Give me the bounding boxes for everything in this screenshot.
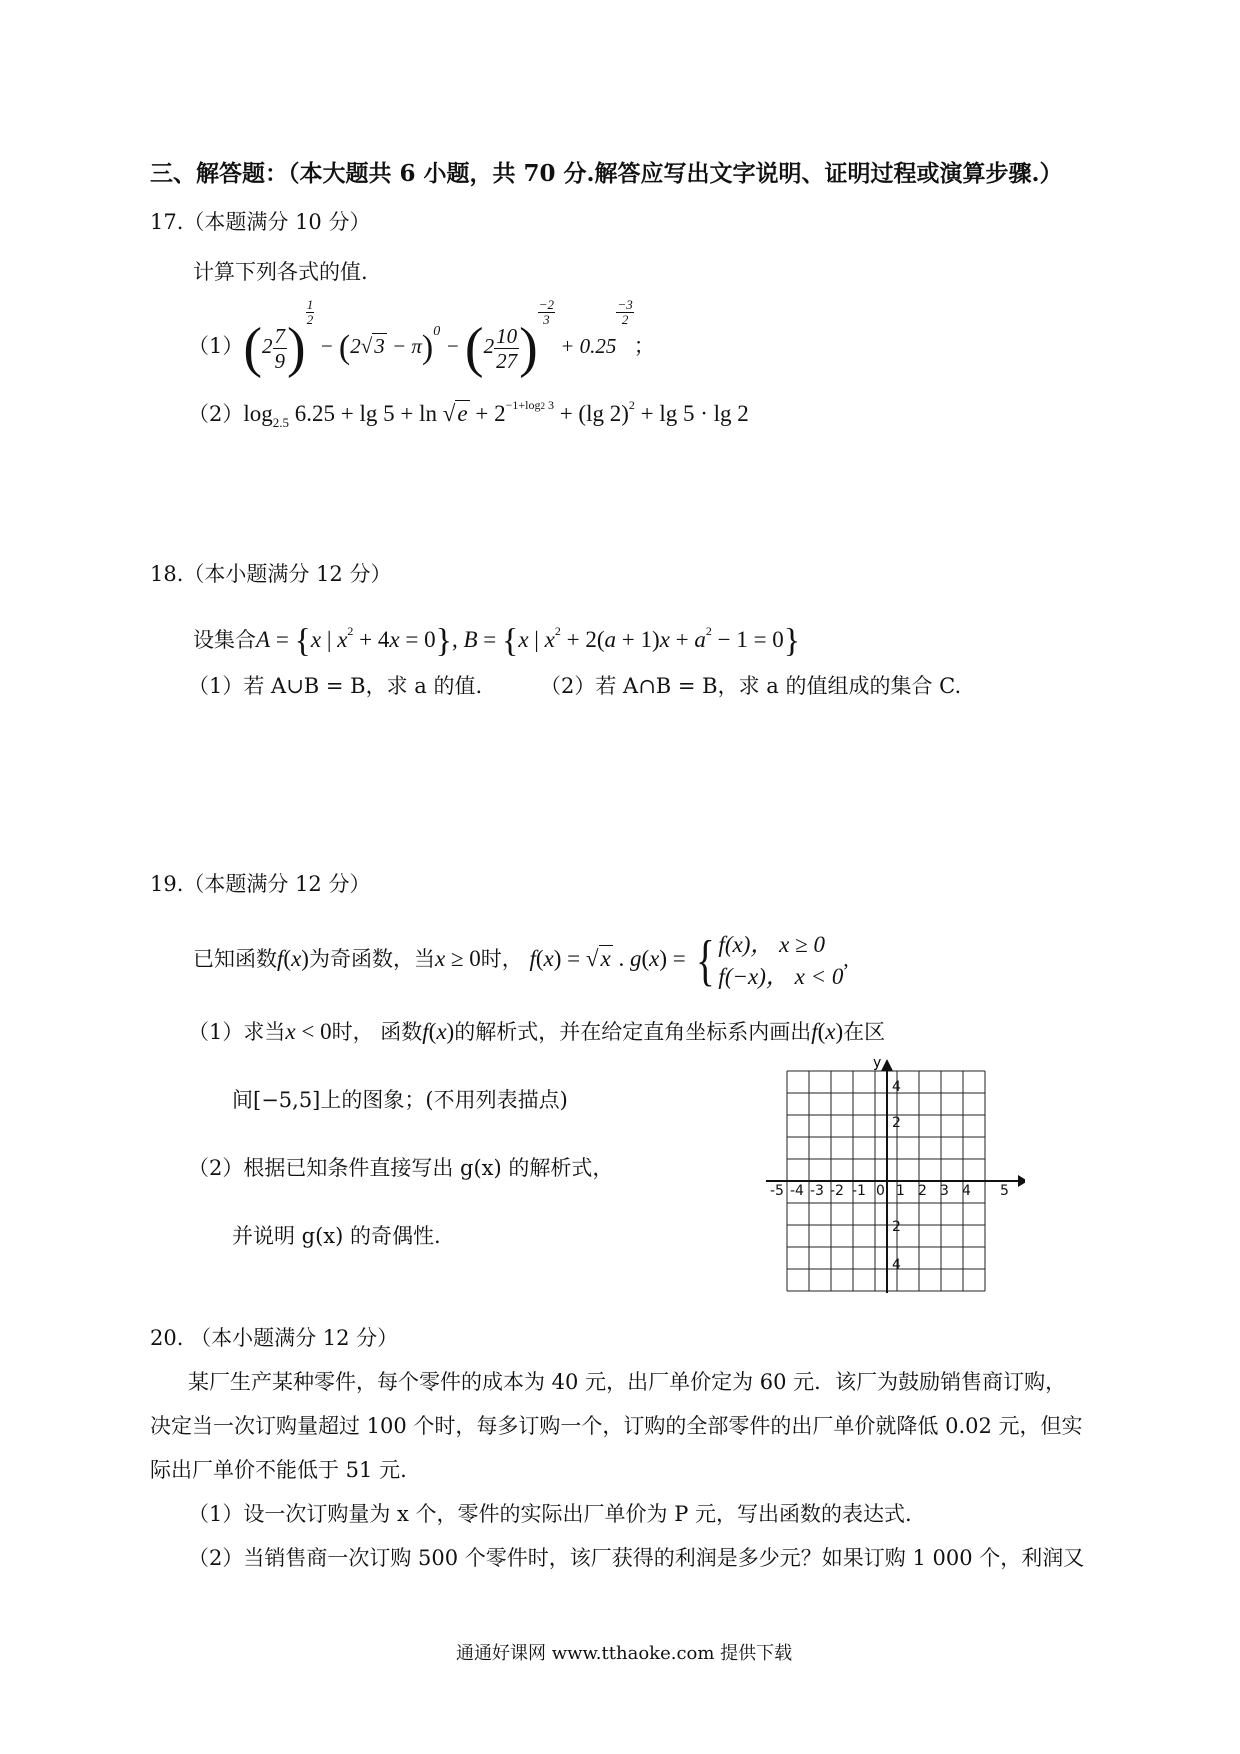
y-axis-arrow-icon [881,1059,893,1071]
q18-part1: （1）若 A∪B = B，求 a 的值. [188,674,483,698]
q20-line2: 决定当一次订购量超过 100 个时，每多订购一个，订购的全部零件的出厂单价就降低 0.02 元，但实 [150,1414,1083,1438]
x-tick-label: 0 [876,1183,885,1199]
x-tick-label: -5 [770,1183,784,1199]
q19-part2-line2: 并说明 g(x) 的奇偶性. [232,1224,441,1248]
q18-heading: 18.（本小题满分 12 分） [150,562,392,586]
q17-intro: 计算下列各式的值. [193,260,368,284]
q19-part1-d: 在区 [843,1020,886,1044]
footer-text: 通通好课网 www.tthaoke.com 提供下载 [456,1643,793,1664]
q19-part1-b: 时， 函数 [331,1020,423,1044]
x-tick-label: -1 [852,1183,866,1199]
section-title: 三、解答题：（本大题共 6 小题，共 70 分.解答应写出文字说明、证明过程或演算步骤.） [150,160,1063,187]
q19-part1-line2: 间[−5,5]上的图象；(不用列表描点) [232,1088,568,1112]
x-tick-label: 2 [918,1183,927,1199]
q17-part1-end: ； [633,334,655,358]
coordinate-grid [760,1055,1025,1305]
x-tick-label: 5 [1000,1183,1009,1199]
q20-heading: 20. （本小题满分 12 分） [150,1326,399,1350]
y-axis-label: y [873,1055,882,1071]
y-tick-label: 4 [892,1079,901,1095]
q19-heading: 19.（本题满分 12 分） [150,872,371,896]
x-axis-arrow-icon [1018,1175,1025,1187]
q19-given: 已知函数f(x)为奇函数，当x ≥ 0时， f(x) = √x . g(x) = { f(x)， x ≥ 0 f(−x)， x < 0 , [193,929,849,992]
q18-part2: （2）若 A∩B = B，求 a 的值组成的集合 C. [540,674,962,698]
x-tick-label: -4 [790,1183,804,1199]
q17-part2: $(2)\log_{2.5}$ $6.25 + \lg 5 + \ln √e + 2^{-1+log2 3} + (\lg$ 2)$^2$ + lg 5 · lg 2 [188,398,749,430]
q19-part1-c: 的解析式，并在给定直角坐标系内画出 [454,1020,812,1044]
x-tick-label: -2 [830,1183,844,1199]
q17-part2-label: （2） [188,402,244,426]
x-tick-label: 3 [940,1183,949,1199]
q18-set-definition: 设集合A = {x | $x^2 + 4x = 0$}, B = {x | $x^2 + 2(a + 1)x + a^2 - 1 = 0$} [193,622,801,660]
q19-given-b: 为奇函数，当 [308,947,435,971]
x-tick-label: -3 [810,1183,824,1199]
y-tick-label: 2 [892,1219,901,1235]
q20-part2: （2）当销售商一次订购 500 个零件时，该厂获得的利润是多少元？如果订购 1 000 个，利润又 [188,1546,1085,1570]
q20-line3: 际出厂单价不能低于 51 元. [150,1458,407,1482]
q19-given-a: 已知函数 [193,947,277,971]
q17-part1-label: （1） [188,334,244,358]
q19-part1-a: （1）求当 [188,1020,286,1044]
x-tick-label: 4 [962,1183,971,1199]
q19-part2-line1: （2）根据已知条件直接写出 g(x) 的解析式， [188,1156,614,1180]
q17-heading: 17.（本题满分 10 分） [150,210,371,234]
q20-part1: （1）设一次订购量为 x 个，零件的实际出厂单价为 P 元，写出函数的表达式. [188,1502,912,1526]
q20-line1: 某厂生产某种零件，每个零件的成本为 40 元，出厂单价定为 60 元．该厂为鼓励销售商订购， [188,1370,1067,1394]
x-tick-label: 1 [896,1183,905,1199]
y-tick-label: 4 [892,1257,901,1273]
q19-part1-line1: （1）求当x < 0时， 函数f(x)的解析式，并在给定直角坐标系内画出f(x)在区 [188,1019,886,1044]
q19-given-c: 时， [480,947,523,971]
q18-set-prefix: 设集合 [193,628,256,652]
y-tick-label: 2 [892,1115,901,1131]
q17-part1-expression: （1）(2 $\frac{7}{9}$ ) $\frac{1}{2}$ − $(2√3 - \pi)^0 - (2$ $\frac{10}{27}$ ) $\frac{-2}{3}$ + 0.25 $\frac{-3}{2}$ ； [188,297,655,380]
